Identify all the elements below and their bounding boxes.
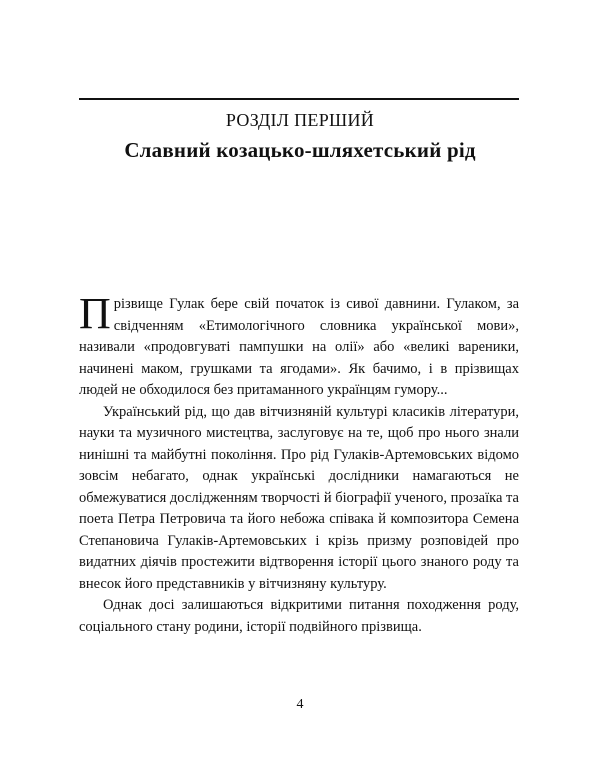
chapter-label: РОЗДІЛ ПЕРШИЙ xyxy=(225,110,375,130)
paragraph-2: Український рід, що дав вітчизняній культурі класиків літератури, науки та музичного мистецтва, заслуговує на те, щоб про нього знали нинішні та майбутні покоління. Про рід Гулаків-Артемовських відомо зовсім небагато, однак українські дослідники намагаються не обмежуватися дослідженням творчості й біографії ученого, прозаїка та поета Петра Петровича та його небожа співака й композитора Семена Степановича Гулаків-Артемовських і крізь призму розповідей про видатних діячів простежити відтворення історії цього знаного роду та внесок його представників у вітчизняну культуру. xyxy=(79,403,519,592)
body-text xyxy=(79,289,519,638)
chapter-title: Славний козацько-шляхетський рід xyxy=(124,138,476,162)
paragraph-3: Однак досі залишаються відкритими питання походження роду, соціального стану родини, історії подвійного прізвища. xyxy=(79,597,519,635)
drop-cap: П xyxy=(79,289,111,338)
paragraph-1 xyxy=(79,289,519,402)
paragraph-1-text: різвище Гулак бере свій початок із сивої давнини. Гулаком, за свідченням «Етимологічного словника української мови», називали «продовгуваті пампушки на олії» або «великі вареники, начинені маком, грушками та ягодами». Як бачимо, і в прізвищах людей не обходилося без притаманного українцям гумору... xyxy=(79,296,519,398)
page-number: 4 xyxy=(296,697,304,712)
top-rule xyxy=(79,98,519,100)
